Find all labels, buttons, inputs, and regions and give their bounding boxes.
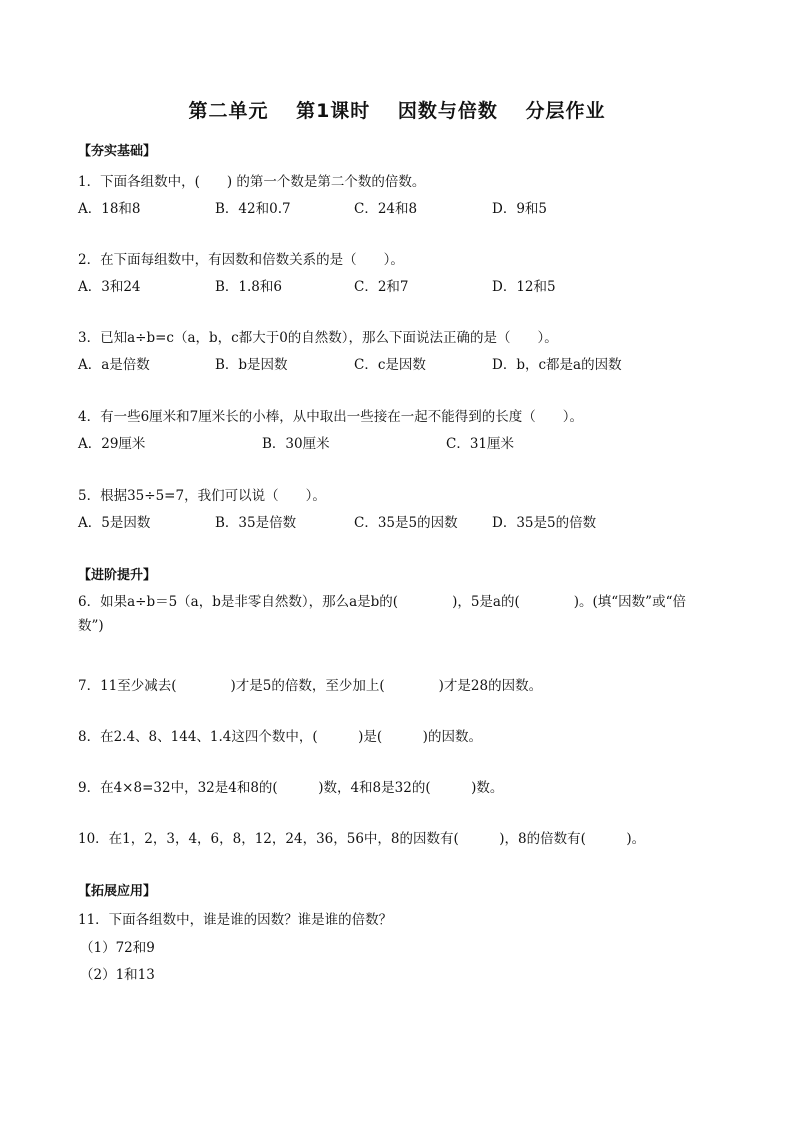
option-c: C．24和8 xyxy=(354,201,418,217)
option-c: C．31厘米 xyxy=(446,436,515,452)
option-d: D．9和5 xyxy=(492,201,548,217)
question-3-options xyxy=(78,353,718,373)
question-11-part-1: （1）72和9 xyxy=(80,940,155,956)
option-b: B．42和0.7 xyxy=(215,201,291,217)
option-b: B．35是倍数 xyxy=(215,515,297,531)
page-title: 第二单元 第1课时 因数与倍数 分层作业 xyxy=(188,100,606,122)
question-2: 2．在下面每组数中，有因数和倍数关系的是（ ）。 xyxy=(78,252,404,268)
option-c: C．35是5的因数 xyxy=(354,515,458,531)
option-c: C．2和7 xyxy=(354,279,409,295)
option-c: C．c是因数 xyxy=(354,357,426,373)
option-a: A．5是因数 xyxy=(78,515,151,531)
question-4-options xyxy=(78,432,718,452)
question-8: 8．在2.4、8、144、1.4这四个数中，( )是( )的因数。 xyxy=(78,729,482,745)
question-7: 7．11至少减去( )才是5的倍数，至少加上( )才是28的因数。 xyxy=(78,678,543,694)
question-6: 6．如果a÷b＝5（a，b是非零自然数），那么a是b的( )，5是a的( )。(填“因数”或“倍数”) xyxy=(78,594,686,634)
question-1: 1．下面各组数中，( ) 的第一个数是第二个数的倍数。 xyxy=(78,174,426,190)
question-2-options xyxy=(78,275,718,295)
question-4: 4．有一些6厘米和7厘米长的小棒，从中取出一些接在一起不能得到的长度（ ）。 xyxy=(78,409,584,425)
question-11: 11．下面各组数中，谁是谁的因数？谁是谁的倍数？ xyxy=(78,912,393,928)
option-d: D．b，c都是a的因数 xyxy=(492,357,622,373)
question-11-part-2: （2）1和13 xyxy=(80,967,155,983)
option-b: B．1.8和6 xyxy=(215,279,282,295)
question-1-options xyxy=(78,197,718,217)
option-d: D．35是5的倍数 xyxy=(492,515,597,531)
option-a: A．3和24 xyxy=(78,279,141,295)
question-9: 9．在4×8=32中，32是4和8的( )数，4和8是32的( )数。 xyxy=(78,780,504,796)
section-heading-basic: 【夯实基础】 xyxy=(78,144,157,159)
option-b: B．30厘米 xyxy=(262,436,330,452)
section-heading-extension: 【拓展应用】 xyxy=(78,884,157,899)
option-b: B．b是因数 xyxy=(215,357,288,373)
option-a: A．a是倍数 xyxy=(78,357,150,373)
option-a: A．29厘米 xyxy=(78,436,146,452)
question-10: 10．在1，2，3，4，6，8，12，24，36，56中，8的因数有( )，8的倍数有( )。 xyxy=(78,831,646,847)
option-a: A．18和8 xyxy=(78,201,141,217)
question-3: 3．已知a÷b=c（a，b，c都大于0的自然数），那么下面说法正确的是（ ）。 xyxy=(78,330,558,346)
question-5-options xyxy=(78,511,718,531)
question-5: 5．根据35÷5=7，我们可以说（ ）。 xyxy=(78,488,326,504)
section-heading-advanced: 【进阶提升】 xyxy=(78,568,157,583)
option-d: D．12和5 xyxy=(492,279,556,295)
